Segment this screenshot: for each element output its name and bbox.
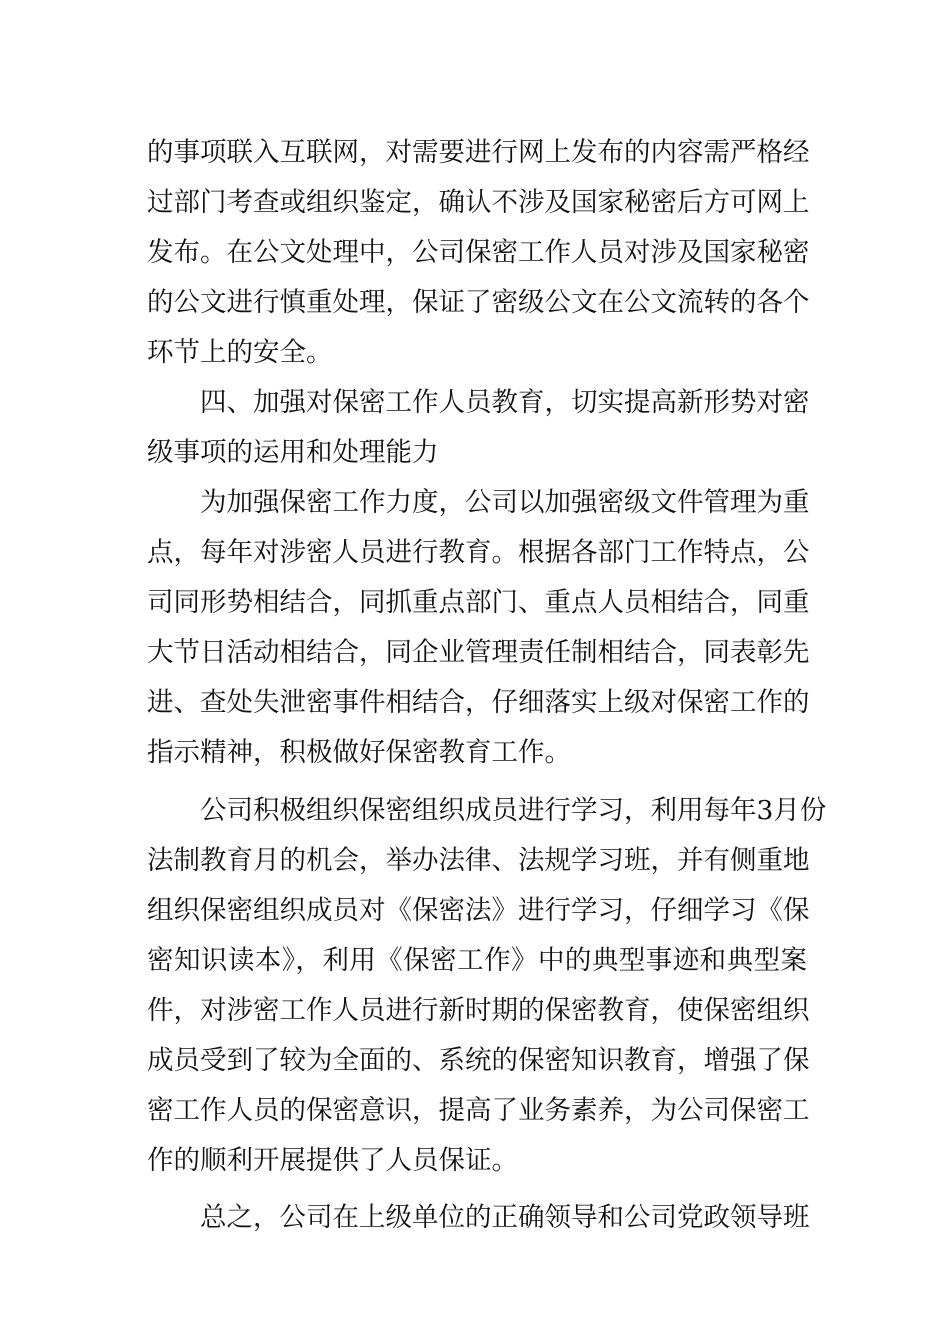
text-line: 密工作人员的保密意识，提高了业务素养，为公司保密工 xyxy=(147,1095,810,1126)
text-line: 法制教育月的机会，举办法律、法规学习班，并有侧重地 xyxy=(147,845,810,876)
text-line: 件，对涉密工作人员进行新时期的保密教育，使保密组织 xyxy=(147,995,810,1026)
text-line: 公司积极组织保密组织成员进行学习，利用每年3月份 xyxy=(200,795,827,826)
text-line: 成员受到了较为全面的、系统的保密知识教育，增强了保 xyxy=(147,1045,810,1076)
text-line: 过部门考查或组织鉴定，确认不涉及国家秘密后方可网上 xyxy=(147,187,810,218)
text-line: 为加强保密工作力度，公司以加强密级文件管理为重 xyxy=(200,487,810,518)
text-line: 密知识读本》，利用《保密工作》中的典型事迹和典型案 xyxy=(147,945,807,976)
text-line: 组织保密组织成员对《保密法》进行学习，仔细学习《保 xyxy=(147,895,810,926)
section-heading-line: 四、加强对保密工作人员教育，切实提高新形势对密 xyxy=(200,387,810,418)
text-line: 点，每年对涉密人员进行教育。根据各部门工作特点，公 xyxy=(147,537,810,568)
text-line: 环节上的安全。 xyxy=(147,337,333,368)
text-line: 司同形势相结合，同抓重点部门、重点人员相结合，同重 xyxy=(147,587,810,618)
text-line: 的事项联入互联网，对需要进行网上发布的内容需严格经 xyxy=(147,137,810,168)
text-line: 指示精神，积极做好保密教育工作。 xyxy=(147,737,571,768)
text-line: 的公文进行慎重处理，保证了密级公文在公文流转的各个 xyxy=(147,287,810,318)
text-line: 作的顺利开展提供了人员保证。 xyxy=(147,1145,518,1176)
text-line: 大节日活动相结合，同企业管理责任制相结合，同表彰先 xyxy=(147,637,810,668)
text-line: 总之，公司在上级单位的正确领导和公司党政领导班 xyxy=(200,1202,810,1233)
section-heading-line: 级事项的运用和处理能力 xyxy=(147,437,439,468)
text-line: 发布。在公文处理中，公司保密工作人员对涉及国家秘密 xyxy=(147,237,810,268)
text-line: 进、查处失泄密事件相结合，仔细落实上级对保密工作的 xyxy=(147,687,810,718)
